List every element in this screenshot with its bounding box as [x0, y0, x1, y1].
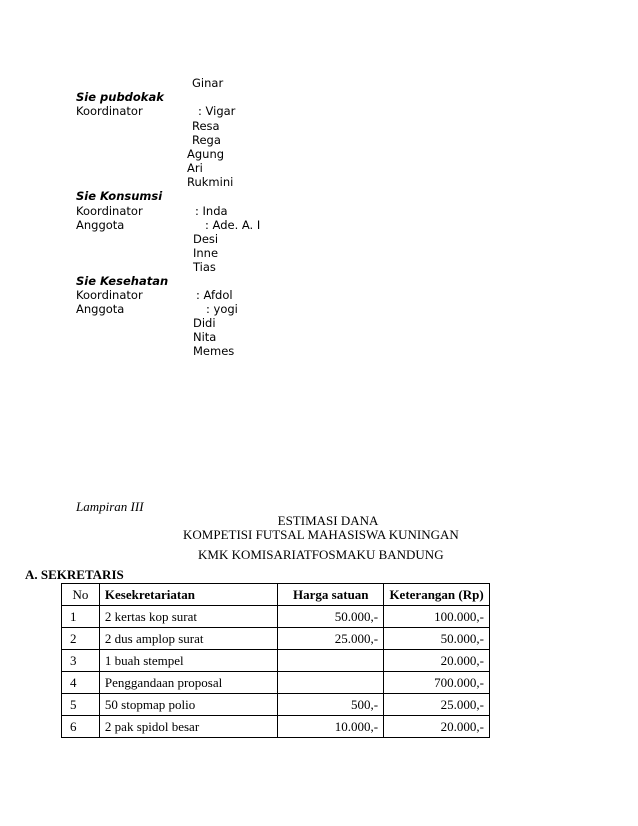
role-label: Anggota: [76, 302, 125, 316]
cell-item: 1 buah stempel: [99, 650, 278, 672]
section-heading-sekretaris: A. SEKRETARIS: [25, 567, 124, 582]
role-value: : Vigar: [198, 104, 236, 118]
member-name: Nita: [193, 330, 217, 344]
cell-no: 2: [62, 628, 100, 650]
cell-unit-price: 50.000,-: [278, 606, 384, 628]
cell-no: 5: [62, 694, 100, 716]
cell-no: 3: [62, 650, 100, 672]
member-name: Resa: [192, 119, 220, 133]
budget-table: [61, 583, 490, 738]
role-value: : Afdol: [196, 288, 233, 302]
cell-amount: 25.000,-: [384, 694, 490, 716]
member-name: Memes: [193, 344, 235, 358]
role-label: Koordinator: [76, 288, 143, 302]
section-heading-pubdokak: Sie pubdokak: [76, 90, 164, 104]
title-line-1: ESTIMASI DANA: [277, 513, 379, 528]
section-heading-konsumsi: Sie Konsumsi: [76, 189, 163, 203]
column-header-amount: Keterangan (Rp): [384, 584, 490, 606]
role-label: Koordinator: [76, 204, 143, 218]
cell-amount: 100.000,-: [384, 606, 490, 628]
role-label: Koordinator: [76, 104, 143, 118]
role-value: : Ade. A. I: [205, 218, 261, 232]
table-header-row: [62, 584, 490, 606]
cell-item: 2 dus amplop surat: [99, 628, 278, 650]
role-value: : yogi: [206, 302, 238, 316]
member-name: Desi: [193, 232, 219, 246]
cell-unit-price: [278, 650, 384, 672]
member-name: Rukmini: [187, 175, 234, 189]
table-row: [62, 628, 490, 650]
column-header-unit-price: Harga satuan: [278, 584, 384, 606]
cell-item: 2 pak spidol besar: [99, 716, 278, 738]
appendix-label: Lampiran III: [76, 499, 144, 514]
cell-unit-price: 10.000,-: [278, 716, 384, 738]
column-header-item: Kesekretariatan: [99, 584, 278, 606]
table-row: [62, 650, 490, 672]
member-name: Agung: [187, 147, 225, 161]
cell-no: 6: [62, 716, 100, 738]
role-value: : Inda: [195, 204, 228, 218]
cell-amount: 700.000,-: [384, 672, 490, 694]
member-name: Ginar: [192, 76, 224, 90]
role-label: Anggota: [76, 218, 125, 232]
member-name: Tias: [193, 260, 216, 274]
cell-item: 2 kertas kop surat: [99, 606, 278, 628]
cell-amount: 20.000,-: [384, 716, 490, 738]
document-title: [0, 514, 638, 528]
cell-unit-price: [278, 672, 384, 694]
table-row: [62, 694, 490, 716]
member-name: Didi: [193, 316, 216, 330]
cell-no: 4: [62, 672, 100, 694]
member-name: Rega: [192, 133, 221, 147]
table-row: [62, 716, 490, 738]
cell-unit-price: 25.000,-: [278, 628, 384, 650]
cell-unit-price: 500,-: [278, 694, 384, 716]
member-name: Ari: [187, 161, 203, 175]
table-row: [62, 606, 490, 628]
cell-item: 50 stopmap polio: [99, 694, 278, 716]
title-line-2: KOMPETISI FUTSAL MAHASISWA KUNINGAN: [183, 527, 459, 542]
member-name: Inne: [193, 246, 219, 260]
table-row: [62, 672, 490, 694]
section-heading-kesehatan: Sie Kesehatan: [76, 274, 169, 288]
cell-amount: 20.000,-: [384, 650, 490, 672]
cell-no: 1: [62, 606, 100, 628]
column-header-no: No: [62, 584, 100, 606]
title-line-3: KMK KOMISARIATFOSMAKU BANDUNG: [198, 547, 444, 562]
cell-item: Penggandaan proposal: [99, 672, 278, 694]
cell-amount: 50.000,-: [384, 628, 490, 650]
